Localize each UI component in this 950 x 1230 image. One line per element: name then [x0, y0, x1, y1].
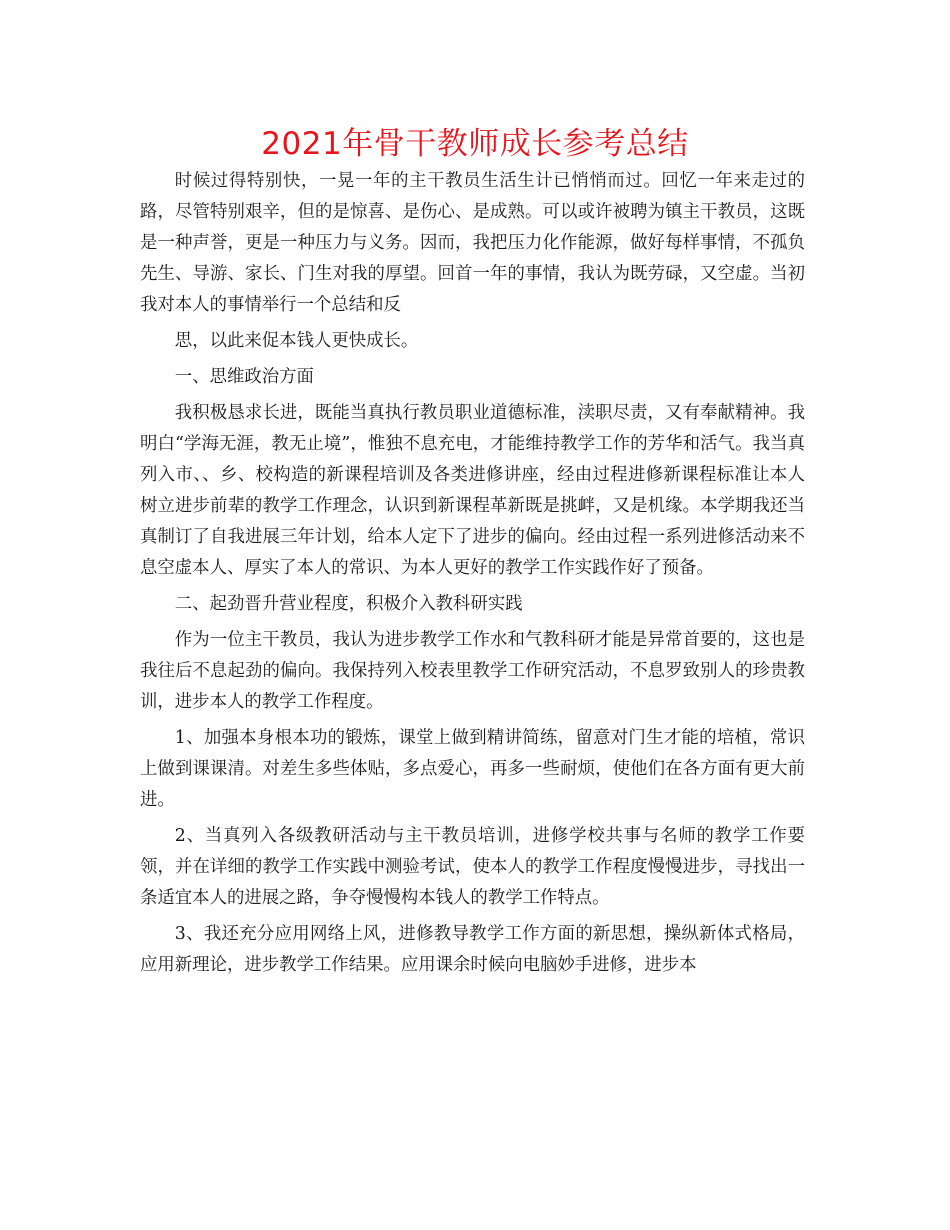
document-body	[140, 166, 805, 986]
paragraph-intro: 时候过得特别快，一晃一年的主干教员生活生计已悄悄而过。回忆一年来走过的路，尽管特别艰辛，但的是惊喜、是伤心、是成熟。可以或许被聘为镇主干教员，这既是一种声誉，更是一种压力与义务。因而，我把压力化作能源，做好每样事情，不孤负先生、导游、家长、门生对我的厚望。回首一年的事情，我认为既劳碌，又空虚。当初我对本人的事情举行一个总结和反	[140, 171, 805, 315]
paragraph-ideology: 我积极恳求长进，既能当真执行教员职业道德标准，渎职尽责，又有奉献精神。我明白“学海无涯，教无止境”，惟独不息充电，才能维持教学工作的芳华和活气。我当真列入市、、乡、校构造的新课程培训及各类进修讲座，经由过程进修新课程标准让本人树立进步前辈的教学工作理念，认识到新课程革新既是挑衅，又是机缘。本学期我还当真制订了自我进展三年计划，给本人定下了进步的偏向。经由过程一系列进修活动来不息空虚本人、厚实了本人的常识、为本人更好的教学工作实践作好了预备。	[140, 403, 805, 578]
list-item-1: 1、加强本身根本功的锻炼，课堂上做到精讲简练，留意对门生才能的培植，常识上做到课课清。对差生多些体贴，多点爱心，再多一些耐烦，使他们在各方面有更大前进。	[140, 728, 805, 810]
paragraph-intro-continued: 思，以此来促本钱人更快成长。	[174, 331, 419, 351]
paragraph-professional: 作为一位主干教员，我认为进步教学工作水和气教科研才能是异常首要的，这也是我往后不息起劲的偏向。我保持列入校表里教学工作研究活动，不息罗致别人的珍贵教训，进步本人的教学工作程度。	[140, 630, 805, 712]
list-item-2: 2、当真列入各级教研活动与主干教员培训，进修学校共事与名师的教学工作要领，并在详细的教学工作实践中测验考试，使本人的教学工作程度慢慢进步，寻找出一条适宜本人的进展之路，争夺慢慢构本钱人的教学工作特点。	[140, 826, 805, 908]
document-title: 2021年骨干教师成长参考总结	[261, 126, 689, 162]
list-item-3: 3、我还充分应用网络上风，进修教导教学工作方面的新思想，操纵新体式格局，应用新理论，进步教学工作结果。应用课余时候向电脑妙手进修，进步本	[140, 924, 805, 975]
section-heading-professional: 二、起劲晋升营业程度，积极介入教科研实践	[174, 594, 523, 614]
section-heading-ideology: 一、思维政治方面	[174, 367, 314, 387]
